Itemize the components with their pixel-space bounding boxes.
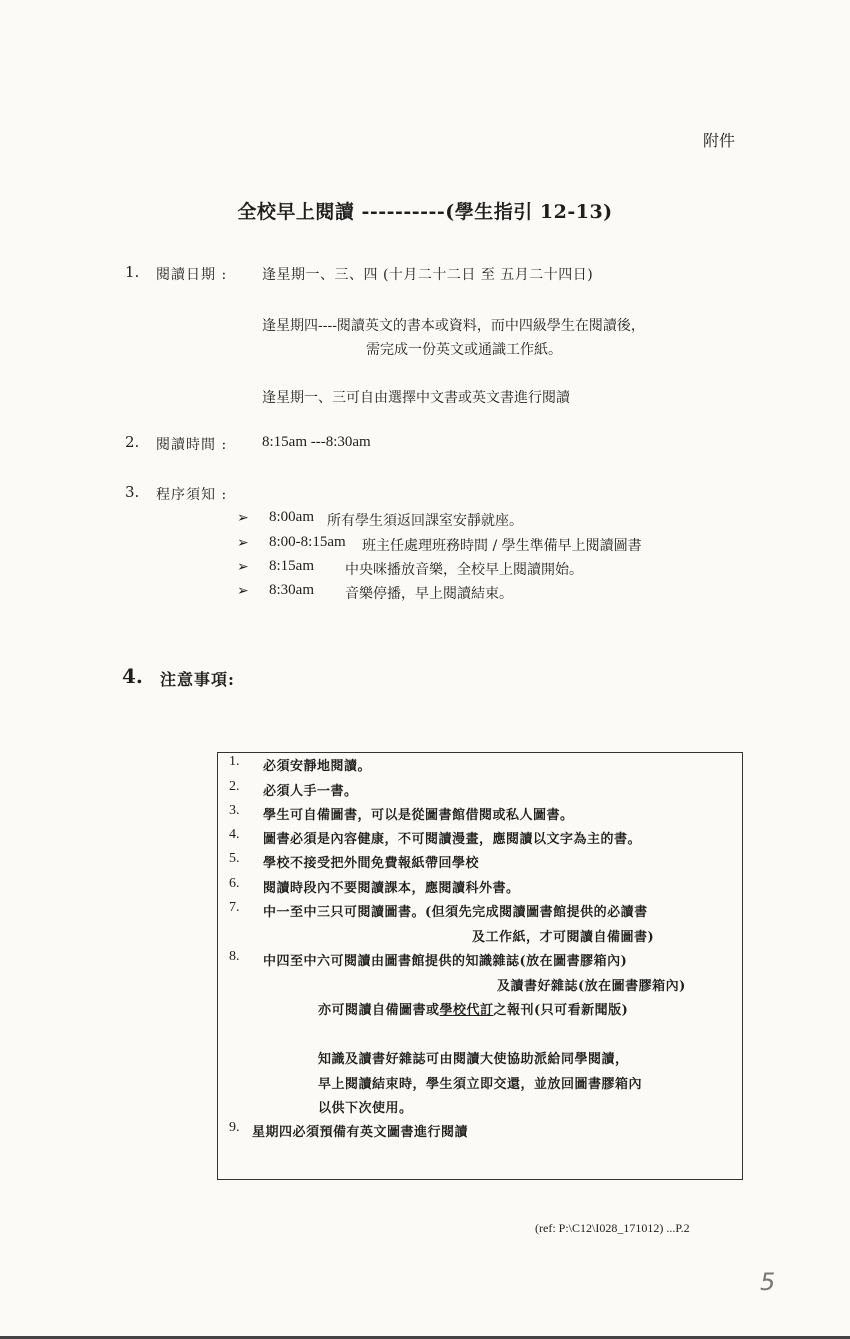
note-number: 8. [229,949,240,964]
note-text: 星期四必須預備有英文圖書進行閱讀 [252,1125,469,1140]
note-text: 學生可自備圖書，可以是從圖書館借閱或私人圖書。 [263,808,574,823]
note-number: 5. [229,851,240,866]
page-title: 全校早上閱讀 ----------(學生指引 12-13) [237,201,613,223]
note-number: 6. [229,876,240,891]
procedure-time: 8:30am [269,582,314,598]
school-subscribed-underlined: 學校代訂 [439,1003,494,1018]
section2-label: 閱讀時間 : [156,437,228,453]
section4-label: 注意事項: [160,670,235,689]
annex-label: 附件 [703,131,736,150]
section4-number: 4. [122,664,143,688]
procedure-time: 8:00am [269,509,314,525]
note-8-line3-pre: 亦可閱讀自備圖書或 [318,1003,440,1018]
note-number: 1. [229,754,240,769]
reading-dates: 逢星期一、三、四 (十月二十二日 至 五月二十四日) [262,267,594,283]
magazine-note-line1: 知識及讀書好雜誌可由閱讀大使協助派給同學閱讀， [318,1052,629,1067]
note-text: 學校不接受把外間免費報紙帶回學校 [263,856,480,871]
note-text: 必須人手一書。 [263,784,358,799]
handwritten-page-number: 5 [760,1268,776,1296]
note-text: 閱讀時段內不要閱讀課本，應閱讀科外書。 [263,881,520,896]
footer-reference: (ref: P:\C12\I028_171012) ...P.2 [535,1221,690,1235]
note-text: 中四至中六可閱讀由圖書館提供的知識雜誌(放在圖書膠箱內) [263,954,628,969]
note-text-continued: 及讀書好雜誌(放在圖書膠箱內) [497,979,686,994]
note-number: 9. [229,1120,240,1135]
section3-label: 程序須知 : [156,487,228,503]
note-text: 必須安靜地閱讀。 [263,759,372,774]
thursday-english-note: 逢星期四----閱讀英文的書本或資料，而中四級學生在閱讀後， [262,318,645,334]
section3-number: 3. [125,483,140,501]
procedure-time: 8:00-8:15am [269,534,346,550]
section1-number: 1. [125,263,140,281]
note-number: 2. [229,779,240,794]
magazine-note-line2: 早上閱讀結束時，學生須立即交還，並放回圖書膠箱內 [318,1077,643,1092]
reading-time: 8:15am ---8:30am [262,434,371,450]
free-choice-note: 逢星期一、三可自由選擇中文書或英文書進行閱讀 [262,390,570,406]
arrow-bullet-icon: ➢ [237,583,249,599]
note-number: 3. [229,803,240,818]
magazine-note-line3: 以供下次使用。 [318,1101,413,1116]
section1-label: 閱讀日期 : [156,267,228,283]
arrow-bullet-icon: ➢ [237,510,249,526]
note-text: 圖書必須是內容健康，不可閱讀漫畫，應閱讀以文字為主的書。 [263,832,642,847]
procedure-text: 音樂停播，早上閱讀結束。 [345,586,513,602]
arrow-bullet-icon: ➢ [237,535,249,551]
procedure-time: 8:15am [269,558,314,574]
note-text: 中一至中三只可閱讀圖書。(但須先完成閱讀圖書館提供的必讀書 [263,905,648,920]
section2-number: 2. [125,433,140,451]
note-number: 7. [229,900,240,915]
procedure-text: 中央咪播放音樂，全校早上閱讀開始。 [345,562,583,578]
arrow-bullet-icon: ➢ [237,559,249,575]
procedure-text: 班主任處理班務時間 / 學生準備早上閱讀圖書 [362,538,642,554]
note-8-line3 [318,999,628,1018]
note-text-continued: 及工作紙，才可閱讀自備圖書) [472,930,655,945]
note-8-line3-post: 之報刊(只可看新聞版) [493,1003,629,1018]
worksheet-note: 需完成一份英文或通識工作紙。 [366,342,562,358]
procedure-text: 所有學生須返回課室安靜就座。 [327,513,523,529]
note-number: 4. [229,827,240,842]
